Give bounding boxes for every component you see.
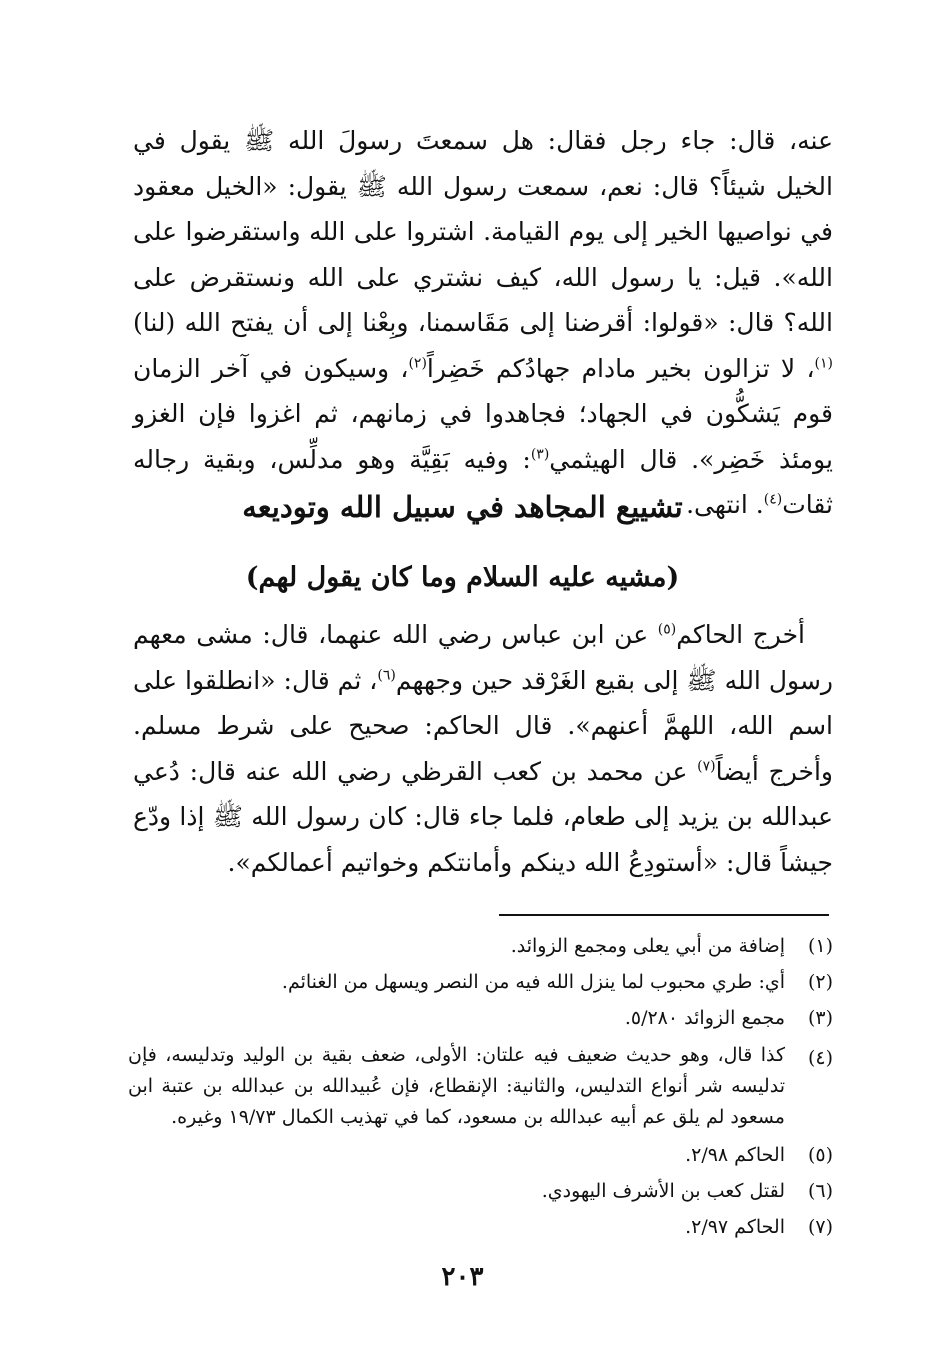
footnote-number: (٢) [807,971,833,993]
footnote-text: مجمع الزوائد ٥/٢٨٠. [624,1007,785,1029]
footnote-number: (٤) [807,1047,833,1069]
intro-text-1: عنه، قال: جاء رجل فقال: هل سمعتَ رسولَ الله ﷺ يقول في الخيل شيئاً؟ قال: نعم، سمعت رسول الله ﷺ يقول: «الخيل معقود في نواصيها الخير إلى يوم القيامة. اشتروا على الله واستقرضوا على الله». قيل: يا رسول الله، كيف نشتري على الله ونستقرض على الله؟ قال: «قولوا: أقرضنا إلى مَقَاسمنا، وبِعْنا إلى أن يفتح الله (لنا) [133,126,833,337]
footnote-ref-3: (٣) [530,446,550,463]
footnote-ref-7: (٧) [697,758,716,775]
footnote-text: الحاكم ٢/٩٧. [685,1216,785,1238]
footnote-item [128,964,833,1000]
footnote-ref-5: (٥) [657,621,677,638]
intro-text-3: ، وسيكون في آخر الزمان قوم يَشكُّون في الجهاد؛ فجاهدوا في زمانهم، ثم اغزوا فإن الغزو يومئذ خَضِر». قال الهيثمي [133,353,833,474]
footnote-number: (١) [807,935,833,957]
footnote-item [128,1173,833,1209]
intro-text-4: : وفيه بَقِيَّة وهو مدلِّس، وبقية رجاله ثقات [133,444,833,519]
footnote-ref-2: (٢) [408,355,427,372]
intro-text-2: ، لا تزالون بخير مادام جهادُكم خَضِراً [426,353,815,383]
footnote-ref-4: (٤) [763,491,783,508]
footnote-ref-1: (١) [814,355,833,372]
para2-text-1: أخرج الحاكم [676,620,805,649]
footnotes-list [128,928,833,1245]
footnote-text: إضافة من أبي يعلى ومجمع الزوائد. [510,935,785,957]
footnote-item [128,1040,833,1133]
intro-paragraph-block [133,118,833,528]
section-heading: تشييع المجاهد في سبيل الله وتوديعه [242,490,683,524]
second-paragraph [133,612,833,885]
intro-paragraph [133,118,833,528]
para2-text-4: عن محمد بن كعب القرظي رضي الله عنه قال: دُعي عبدالله بن يزيد إلى طعام، فلما جاء قال: كان رسول الله ﷺ إذا ودّع جيشاً قال: «أستودِعُ الله دينكم وأمانتكم وخواتيم أعمالكم». [133,756,833,877]
second-paragraph-block [133,612,833,885]
footnote-item [128,1137,833,1173]
footnote-text: الحاكم ٢/٩٨. [685,1144,785,1166]
footnote-item [128,928,833,964]
para2-text-3: ، ثم قال: «انطلقوا على اسم الله، اللهمَّ أعنهم». قال الحاكم: صحيح على شرط مسلم. وأخرج أيضاً [133,665,833,786]
footnote-item [128,1000,833,1036]
footnote-number: (٦) [807,1180,833,1202]
footnote-number: (٥) [807,1144,833,1166]
footnote-divider [499,914,829,916]
footnote-text: كذا قال، وهو حديث ضعيف فيه علتان: الأولى، ضعف بقية بن الوليد وتدليسه، فإن تدليسه شر أنواع التدليس، والثانية: الإنقطاع، فإن عُبيدالله بن عبدالله بن عتبة ابن مسعود لم يلق عم أبيه عبدالله بن مسعود، كما في تهذيب الكمال ١٩/٧٣ وغيره. [128,1044,785,1128]
footnote-number: (٧) [807,1216,833,1238]
footnote-item [128,1209,833,1245]
footnote-number: (٣) [807,1007,833,1029]
footnote-text: لقتل كعب بن الأشرف اليهودي. [541,1180,785,1202]
intro-text-5: . انتهى. [686,490,764,519]
section-subheading: (مشيه عليه السلام وما كان يقول لهم) [245,562,680,593]
footnote-ref-6: (٦) [377,667,396,684]
footnote-text: أي: طري محبوب لما ينزل الله فيه من النصر ويسهل من الغنائم. [281,971,785,993]
page-number: ٢٠٣ [441,1262,484,1292]
para2-text-2: عن ابن عباس رضي الله عنهما، قال: مشى معهم رسول الله ﷺ إلى بقيع الغَرْقد حين وجههم [133,620,833,695]
